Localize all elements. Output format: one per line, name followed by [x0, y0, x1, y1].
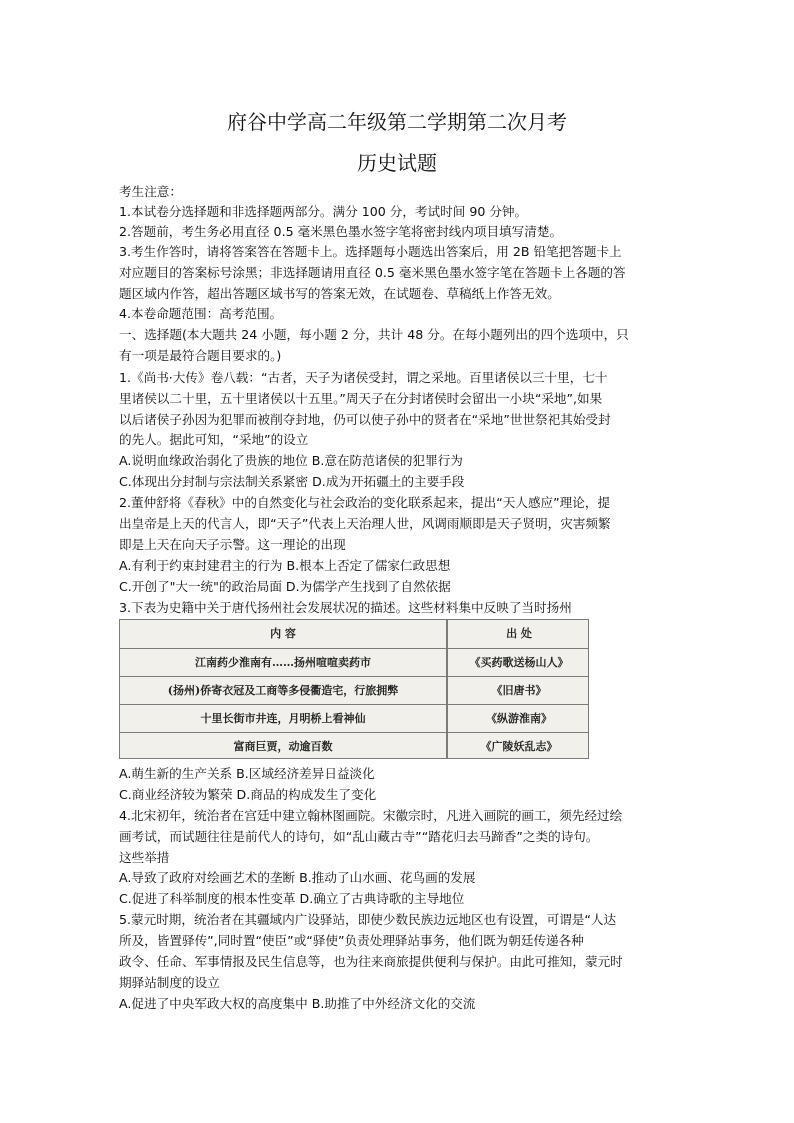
table-cell-source: 《买药歌送杨山人》: [469, 656, 569, 669]
table-cell-content: 富商巨贾，动逾百数: [233, 740, 333, 753]
question-1-stem: 里诸侯以二十里，五十里诸侯以十五里。”周天子在分封诸侯时会留出一小块“采地”,如果: [119, 391, 603, 406]
table-cell-source: 《广陵妖乱志》: [480, 740, 558, 753]
notice-line: 对应题目的答案标号涂黑；非选择题请用直径 0.5 毫米黑色墨水签字笔在答题卡上各题的答: [119, 265, 626, 280]
question-2-stem: 2.董仲舒将《春秋》中的自然变化与社会政治的变化联系起来，提出“天人感应”理论，提: [119, 495, 611, 510]
question-3-options: A.萌生新的生产关系 B.区域经济差异日益淡化: [119, 766, 375, 781]
question-4-options: A.导致了政府对绘画艺术的垄断 B.推动了山水画、花鸟画的发展: [119, 870, 476, 885]
notice-line: 4.本卷命题范围：高考范围。: [119, 306, 283, 321]
question-5-stem: 所及，皆置驿传”,同时置“使臣”或“驿使”负责处理驿站事务，他们既为朝廷传递各种: [119, 933, 584, 948]
question-4-stem: 4.北宋初年，统治者在宫廷中建立翰林图画院。宋徽宗时，凡进入画院的画工，须先经过绘: [119, 808, 623, 823]
question-5-stem: 5.蒙元时期，统治者在其疆域内广设驿站，即使少数民族边远地区也有设置，可谓是“人达: [119, 912, 617, 927]
table-header-source: 出 处: [506, 627, 532, 640]
question-5-stem: 期驿站制度的设立: [119, 975, 220, 990]
notice-line: 2.答题前，考生务必用直径 0.5 毫米黑色墨水签字笔将密封线内项目填写清楚。: [119, 224, 563, 239]
question-5-options: A.促进了中央军政大权的高度集中 B.助推了中外经济文化的交流: [119, 996, 476, 1011]
notice-line: 题区域内作答，超出答题区域书写的答案无效，在试题卷、草稿纸上作答无效。: [119, 286, 560, 301]
question-2-options: C.开创了"大一统"的政治局面 D.为儒学产生找到了自然依据: [119, 579, 451, 594]
notice-line: 3.考生作答时，请将答案答在答题卡上。选择题每小题选出答案后，用 2B 铅笔把答题卡上: [119, 244, 622, 259]
question-4-options: C.促进了科举制度的根本性变革 D.确立了古典诗歌的主导地位: [119, 891, 465, 906]
table-cell-content: 十里长街市井连，月明桥上看神仙: [200, 712, 366, 725]
table-header-content: 内 容: [270, 627, 296, 640]
table-row: [120, 676, 588, 703]
table-cell-content: 江南药少淮南有……扬州喧喧卖药市: [195, 656, 371, 669]
table-header-row: [120, 620, 588, 647]
question-1-stem: 1.《尚书·大传》卷八载：“古者，天子为诸侯受封，谓之采地。百里诸侯以三十里，七十: [119, 370, 608, 385]
table-row: [120, 732, 588, 759]
question-3-stem: 3.下表为史籍中关于唐代扬州社会发展状况的描述。这些材料集中反映了当时扬州: [119, 600, 572, 615]
table-cell-source: 《纵游淮南》: [486, 712, 552, 725]
table-cell-source: 《旧唐书》: [491, 684, 547, 697]
section-heading: 一、选择题(本大题共 24 小题，每小题 2 分，共计 48 分。在每小题列出的四个选项中，只: [119, 327, 629, 342]
table-row: [120, 648, 588, 675]
question-2-stem: 出皇帝是上天的代言人，即“天子”代表上天治理人世，风调雨顺即是天子贤明，灾害频繁: [119, 516, 611, 531]
question-5-stem: 政令、任命、军事情报及民生信息等，也为往来商旅提供便利与保护。由此可推知，蒙元时: [119, 954, 623, 969]
notice-heading: 考生注意：: [119, 184, 182, 199]
question-3-table: [119, 619, 589, 759]
question-2-options: A.有利于约束封建君主的行为 B.根本上否定了儒家仁政思想: [119, 558, 451, 573]
question-1-options: C.体现出分封制与宗法制关系紧密 D.成为开拓疆土的主要手段: [119, 474, 465, 489]
question-4-stem: 这些举措: [119, 850, 170, 865]
notice-line: 1.本试卷分选择题和非选择题两部分。满分 100 分，考试时间 90 分钟。: [119, 204, 528, 219]
question-4-stem: 画考试，而试题往往是前代人的诗句，如“乱山藏古寺”“踏花归去马蹄香”之类的诗句。: [119, 829, 599, 844]
exam-title: 府谷中学高二年级第二学期第二次月考: [227, 110, 567, 134]
section-heading: 有一项是最符合题目要求的。): [119, 348, 282, 363]
question-1-stem: 以后诸侯子孙因为犯罪而被削夺封地，仍可以使子孙中的贤者在“采地”世世祭祀其始受封: [119, 412, 611, 427]
question-3-options: C.商业经济较为繁荣 D.商品的构成发生了变化: [119, 787, 377, 802]
table-cell-content: (扬州)侨寄衣冠及工商等多侵衢造宅，行旅拥弊: [167, 684, 399, 697]
exam-subtitle: 历史试题: [357, 151, 437, 175]
question-2-stem: 即是上天在向天子示警。这一理论的出现: [119, 537, 346, 552]
question-1-stem: 的先人。据此可知，“采地”的设立: [119, 432, 309, 447]
table-row: [120, 704, 588, 731]
question-1-options: A.说明血缘政治弱化了贵族的地位 B.意在防范诸侯的犯罪行为: [119, 453, 463, 468]
